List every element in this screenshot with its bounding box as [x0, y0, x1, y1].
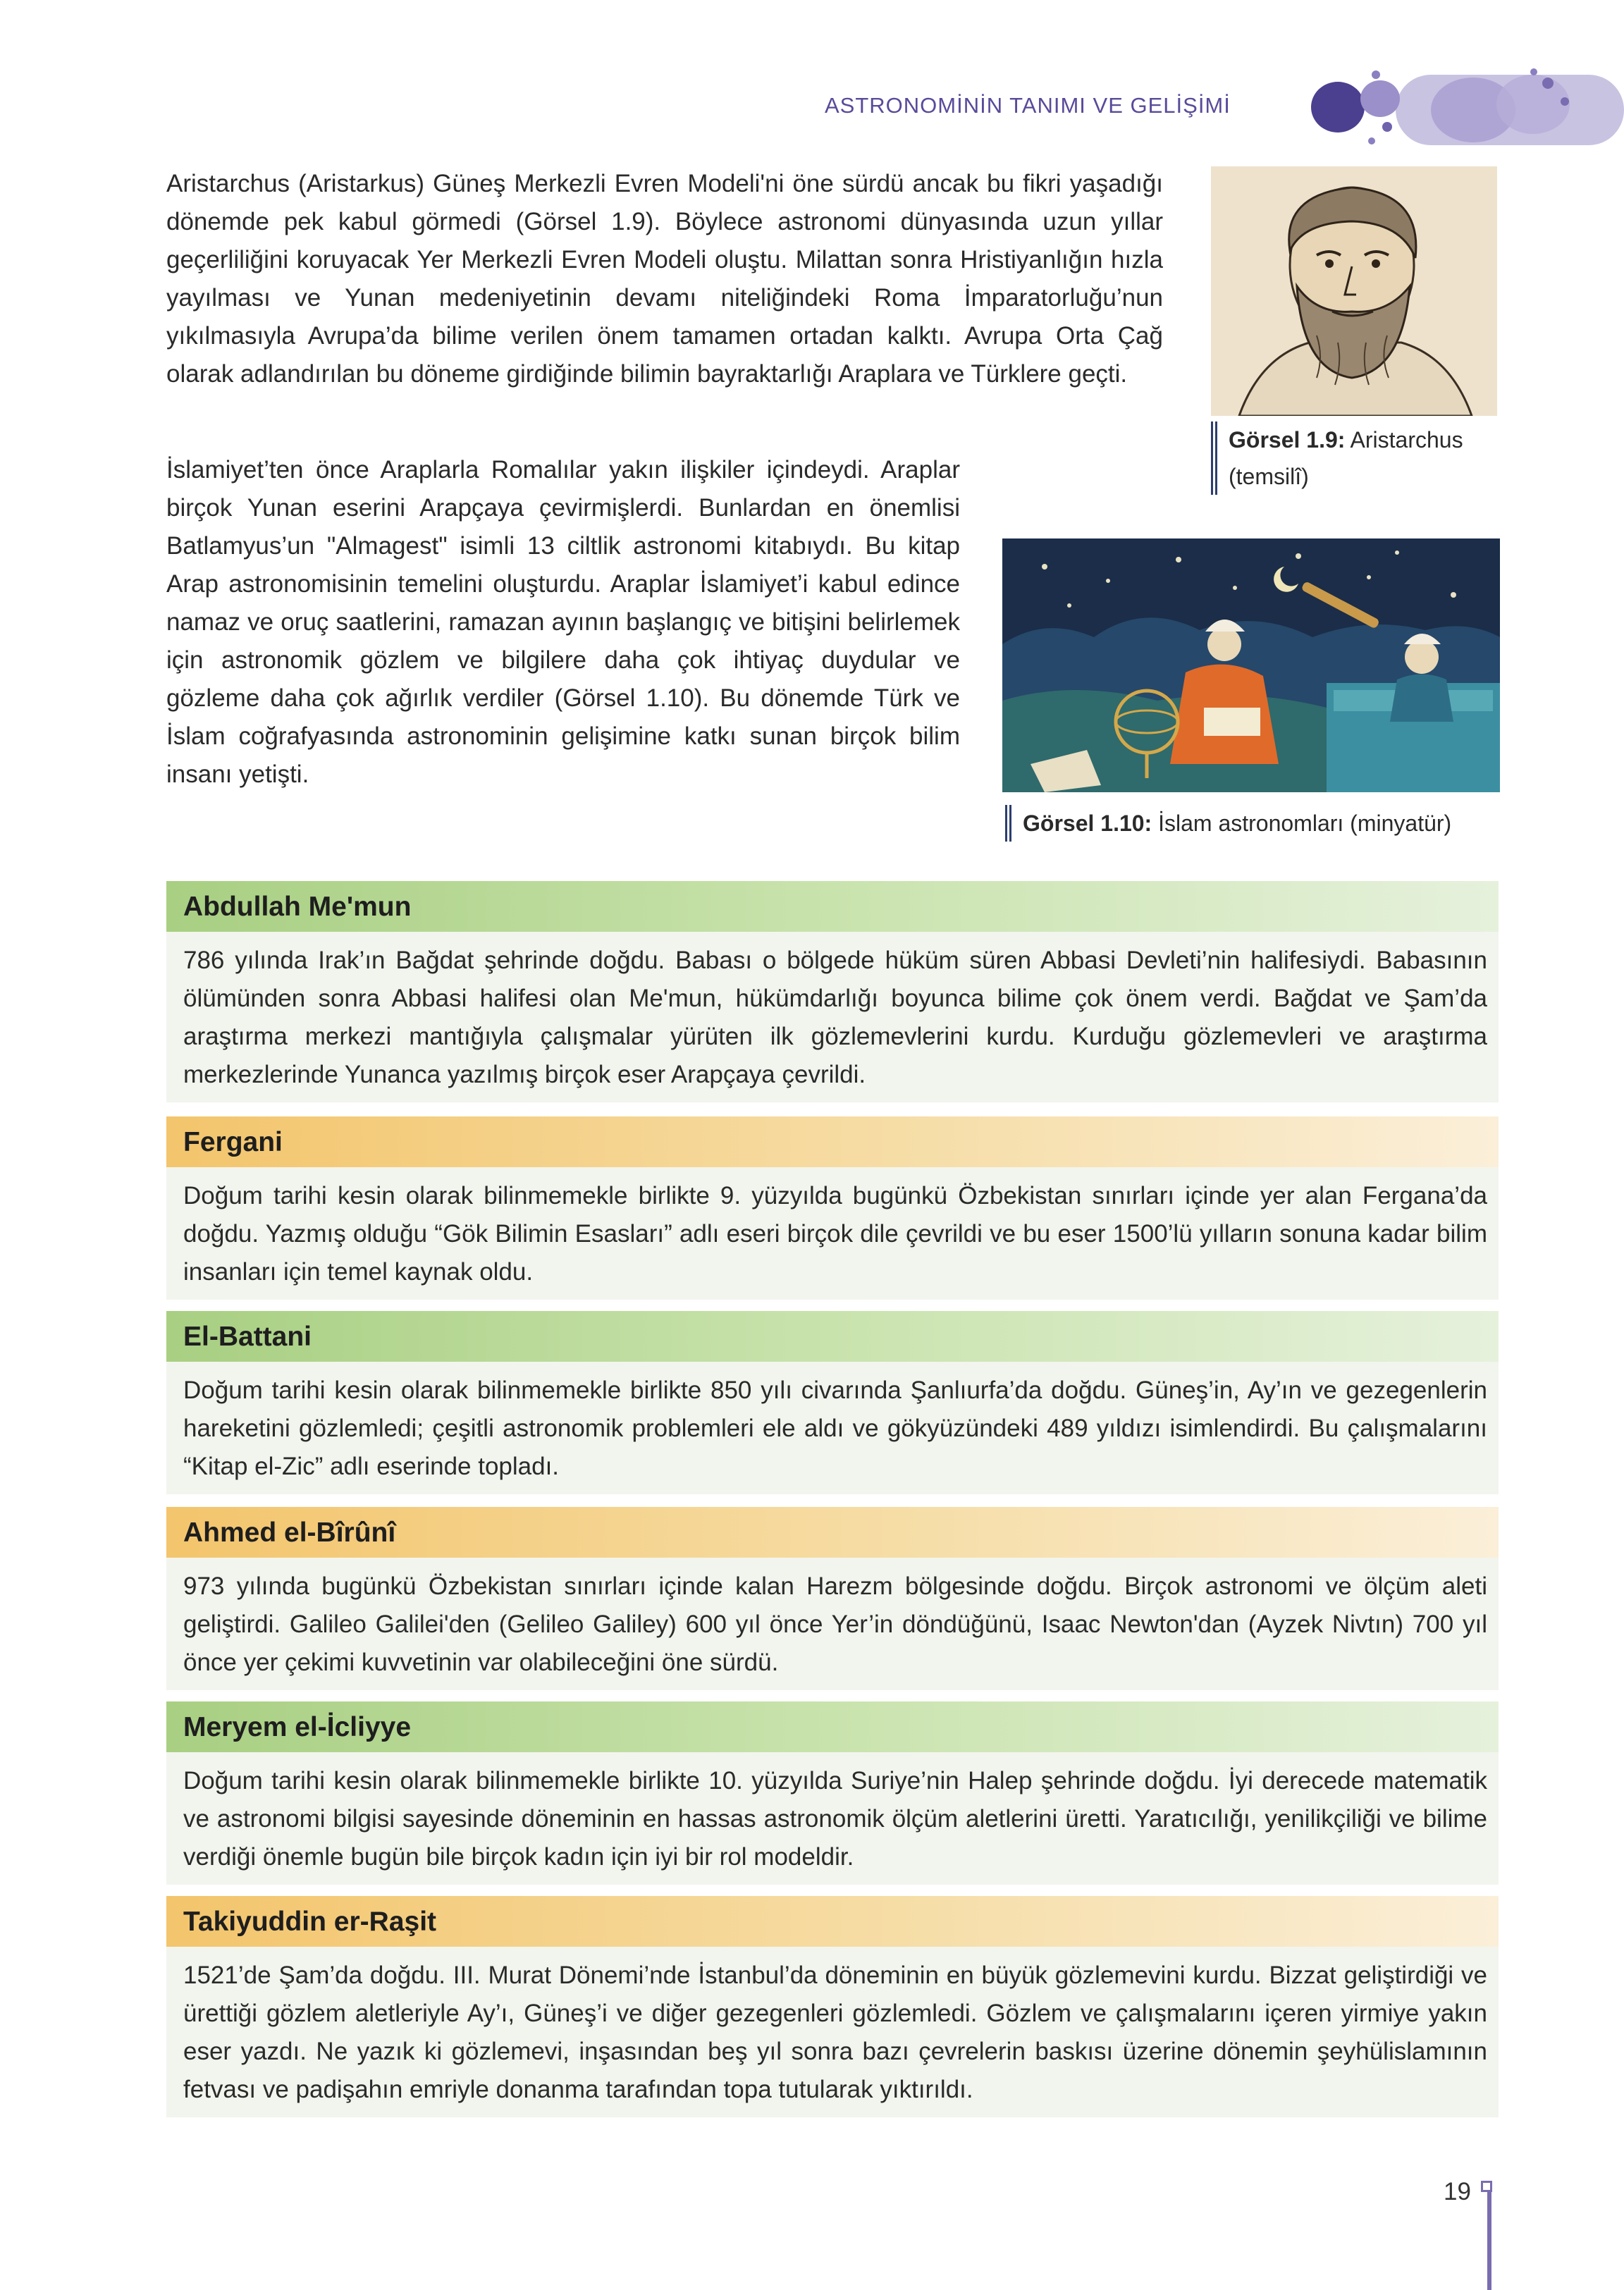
- page-marker-line: [1487, 2185, 1491, 2290]
- intro-paragraph-islamic-astronomy: İslamiyet’ten önce Araplarla Romalılar yakın ilişkiler içindeydi. Araplar birçok Yunan eserini Arapçaya çevirmişlerdi. Bunlardan en önemlisi Batlamyus’un "Almagest" isimli 13 ciltlik astronomi kitabıydı. Bu kitap Arap astronomisinin temelini oluşturdu. Araplar İslamiyet’i kabul edince namaz ve oruç saatlerini, ramazan ayının başlangıç ve bitişini belirlemek için astronomik gözlem ve bilgilere daha çok ihtiyaç duydular ve gözleme daha çok ağırlık verdiler (Görsel 1.10). Bu dönemde Türk ve İslam coğrafyasında astronominin gelişimine katkı sunan birçok bilim insanı yetişti.: [166, 456, 960, 788]
- figure-1-10-caption: [1005, 805, 1516, 842]
- section-title: Takiyuddin er-Raşit: [166, 1896, 1499, 1947]
- section-title: Ahmed el-Bîrûnî: [166, 1507, 1499, 1558]
- section-title: Meryem el-İcliyye: [166, 1701, 1499, 1752]
- section-abdullah-memun: [166, 881, 1499, 1102]
- figure-1-9-caption: [1211, 421, 1503, 495]
- section-meryem-el-icliyye: [166, 1701, 1499, 1885]
- section-takiyuddin-er-rasit: [166, 1896, 1499, 2117]
- section-text: Doğum tarihi kesin olarak bilinmemekle birlikte 9. yüzyılda bugünkü Özbekistan sınırları içinde yer alan Fergana’da doğdu. Yazmış olduğu “Gök Bilimin Esasları” adlı eseri birçok dile çevrildi ve bu eser 1500’lü yılların sonuna kadar bilim insanları için temel kaynak oldu.: [183, 1182, 1487, 1286]
- section-text: 786 yılında Irak’ın Bağdat şehrinde doğdu. Babası o bölgede hüküm süren Abbasi Devleti’nin halifesiydi. Babasının ölümünden sonra Abbasi halifesi olan Me'mun, hükümdarlığı boyunca bilime çok önem verdi. Bağdat ve Şam’da araştırma merkezi mantığıyla çalışmalar yürüten ilk gözlemevlerini kurdu. Kurduğu gözlemevleri ve araştırma merkezlerinde Yunanca yazılmış birçok eser Arapçaya çevrildi.: [183, 947, 1487, 1088]
- section-title: Fergani: [166, 1116, 1499, 1167]
- intro-paragraph-aristarchus: Aristarchus (Aristarkus) Güneş Merkezli Evren Modeli'ni öne sürdü ancak bu fikri yaşadığı dönemde pek kabul görmedi (Görsel 1.9). Böylece astronomi dünyasında uzun yıllar geçerliliğini koruyacak Yer Merkezli Evren Modeli oluştu. Milattan sonra Hristiyanlığın hızla yayılması ve Yunan medeniyetinin devamı niteliğindeki Roma İmparatorluğu’nun yıkılmasıyla Avrupa’da bilime verilen önem tamamen ortadan kalktı. Avrupa Orta Çağ olarak adlandırılan bu döneme girdiğinde bilimin bayraktarlığı Araplara ve Türklere geçti.: [166, 170, 1163, 388]
- page-marker-square: [1481, 2181, 1492, 2192]
- section-el-battani: [166, 1311, 1499, 1494]
- section-ahmed-el-biruni: [166, 1507, 1499, 1690]
- section-text: 1521’de Şam’da doğdu. III. Murat Dönemi’nde İstanbul’da döneminin en büyük gözlemevini kurdu. Bizzat geliştirdiği ve ürettiği gözlem aletleriyle Ay’ı, Güneş’i ve diğer gezegenleri gözlemledi. Gözlem ve çalışmalarını içeren yirmiye yakın eser yazdı. Ne yazık ki gözlemevi, inşasından beş yıl sonra bazı çevrelerin baskısı üzerine dönemin şeyhülislamının fetvası ve padişahın emriyle donanma tarafından topa tutularak yıktırıldı.: [183, 1962, 1487, 2103]
- section-fergani: [166, 1116, 1499, 1300]
- section-text: 973 yılında bugünkü Özbekistan sınırları içinde kalan Harezm bölgesinde doğdu. Birçok astronomi ve ölçüm aleti geliştirdi. Galileo Galilei'den (Gelileo Galiley) 600 yıl önce Yer’in döndüğünü, Isaac Newton'dan (Ayzek Nivtın) 700 yıl önce yer çekimi kuvvetinin var olabileceğini öne sürdü.: [183, 1572, 1487, 1676]
- figure-1-10-text: İslam astronomları (minyatür): [1158, 811, 1452, 836]
- islamic-astronomers-miniature-image: [1002, 538, 1500, 792]
- header-decoration: [1297, 62, 1624, 154]
- figure-1-10-label: Görsel 1.10:: [1023, 811, 1152, 836]
- section-title: Abdullah Me'mun: [166, 881, 1499, 932]
- section-title: El-Battani: [166, 1311, 1499, 1362]
- figure-1-9-label: Görsel 1.9:: [1229, 427, 1346, 453]
- figure-1-9-text: Aristarchus (temsilî): [1229, 427, 1463, 489]
- section-text: Doğum tarihi kesin olarak bilinmemekle birlikte 10. yüzyılda Suriye’nin Halep şehrinde doğdu. İyi derecede matematik ve astronomi bilgisi sayesinde döneminin en hassas astronomik ölçüm aletlerini üretti. Yaratıcılığı, yenilikçiliği ve bilime verdiği önemle bugün bile birçok kadın için iyi bir rol modeldir.: [183, 1767, 1487, 1871]
- chapter-header-title: ASTRONOMİNİN TANIMI VE GELİŞİMİ: [825, 93, 1231, 118]
- page-number: 19: [1444, 2178, 1471, 2205]
- aristarchus-bust-image: [1211, 166, 1497, 416]
- section-text: Doğum tarihi kesin olarak bilinmemekle birlikte 850 yılı civarında Şanlıurfa’da doğdu. Güneş’in, Ay’ın ve gezegenlerin hareketini gözlemledi; çeşitli astronomik problemleri ele aldı ve gökyüzündeki 489 yıldızı isimlendirdi. Bu çalışmalarını “Kitap el-Zic” adlı eserinde topladı.: [183, 1377, 1487, 1480]
